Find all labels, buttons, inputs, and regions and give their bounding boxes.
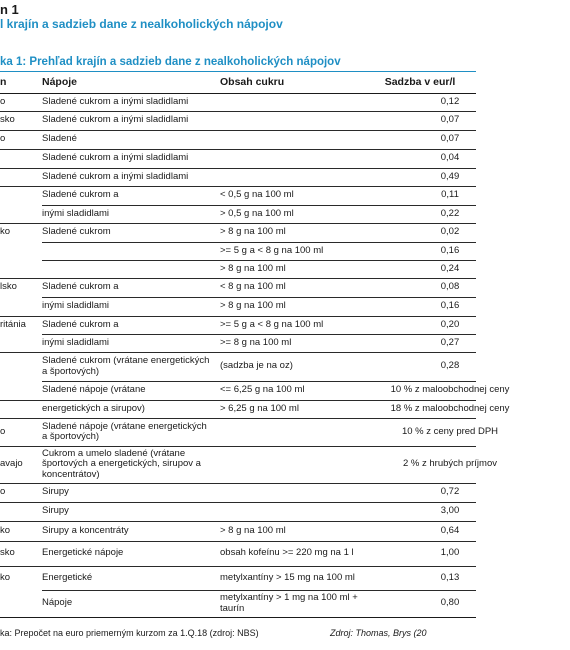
table-row <box>0 418 499 446</box>
row-drink: inými sladidlami <box>42 207 110 219</box>
table-row <box>0 111 476 130</box>
row-country: sko <box>0 547 15 559</box>
row-rate: 0,16 <box>440 300 460 312</box>
section-subtitle: l krajín a sadzieb dane z nealkoholických nápojov <box>0 17 283 31</box>
row-sugar: <= 6,25 g na 100 ml <box>220 384 305 396</box>
row-drink: Sladené <box>42 133 77 145</box>
table-row <box>0 521 476 541</box>
row-country <box>0 334 36 352</box>
row-rate: 1,00 <box>440 547 460 559</box>
row-rate: 0,11 <box>441 189 459 201</box>
row-rate: 3,00 <box>440 505 460 517</box>
row-sugar: >= 5 g a < 8 g na 100 ml <box>220 244 324 256</box>
row-drink: Sirupy <box>42 505 69 517</box>
row-rate: 0,27 <box>440 336 460 348</box>
row-sugar: >= 8 g na 100 ml <box>220 336 292 348</box>
table-row <box>0 168 476 186</box>
row-rate: 0,22 <box>440 207 460 219</box>
table-row <box>0 381 510 400</box>
row-country <box>0 205 36 223</box>
row-drink: inými sladidlami <box>42 300 110 312</box>
row-country: o <box>0 133 6 145</box>
table-row <box>0 260 476 278</box>
row-sugar: obsah kofeínu >= 220 mg na 1 l <box>220 547 354 559</box>
row-country <box>0 242 36 260</box>
row-country: sko <box>0 114 15 126</box>
row-drink: Sladené cukrom a inými sladidlami <box>42 152 189 164</box>
row-rate: 0,12 <box>440 95 460 107</box>
row-sugar: > 8 g na 100 ml <box>220 262 286 274</box>
table-row <box>0 316 476 334</box>
row-rate: 10 % z maloobchodnej ceny <box>390 384 510 396</box>
row-drink: Energetické <box>42 571 93 583</box>
row-sugar: >= 5 g a < 8 g na 100 ml <box>220 318 324 330</box>
row-country <box>0 168 36 186</box>
row-drink: Sladené cukrom <box>42 226 111 238</box>
table-row <box>0 93 476 111</box>
row-country: lsko <box>0 281 17 293</box>
row-rate: 0,02 <box>440 226 460 238</box>
row-rate: 0,04 <box>440 152 460 164</box>
row-country: o <box>0 425 6 437</box>
row-drink: Sladené nápoje (vrátane <box>42 384 146 396</box>
row-sugar: > 6,25 g na 100 ml <box>220 402 299 414</box>
row-drink: Sirupy <box>42 486 69 498</box>
section-number: n 1 <box>0 2 19 17</box>
row-rate: 2 % z hrubých príjmov <box>403 458 497 470</box>
row-drink: Nápoje <box>42 597 73 609</box>
row-drink: Cukrom a umelo sladené (vrátane športových a energetických, sirupov a koncentrátov) <box>42 447 201 480</box>
row-drink: Sladené cukrom (vrátane energetických a športových) <box>42 355 210 377</box>
table-row <box>0 446 497 483</box>
row-rate: 10 % z ceny pred DPH <box>401 425 499 437</box>
row-drink: Sladené cukrom a inými sladidlami <box>42 114 189 126</box>
row-rate: 0,20 <box>440 318 460 330</box>
row-drink: Energetické nápoje <box>42 547 124 559</box>
row-sugar: > 8 g na 100 ml <box>220 524 286 536</box>
row-drink <box>42 242 214 260</box>
table-header-row <box>0 72 476 93</box>
row-drink: Sladené cukrom a <box>42 281 119 293</box>
row-rate: 0,28 <box>440 360 460 372</box>
table-row <box>0 149 476 168</box>
row-country <box>0 149 36 168</box>
table-bottom-rule <box>0 617 476 618</box>
table-row <box>0 186 476 205</box>
table-row <box>0 352 476 381</box>
row-drink: Sladené cukrom a inými sladidlami <box>42 170 189 182</box>
row-country: o <box>0 95 6 107</box>
row-country: ko <box>0 226 11 238</box>
row-country: avajo <box>0 458 23 470</box>
table-row <box>0 278 476 297</box>
row-rate: 0,07 <box>440 133 460 145</box>
row-sugar: > 0,5 g na 100 ml <box>220 207 294 219</box>
row-country: o <box>0 486 6 498</box>
table-row <box>0 297 476 316</box>
row-rate: 0,16 <box>440 244 460 256</box>
row-sugar: > 8 g na 100 ml <box>220 226 286 238</box>
row-sugar: metylxantíny > 15 mg na 100 ml <box>220 571 355 583</box>
row-drink: Sladené nápoje (vrátane energetických a športových) <box>42 420 207 442</box>
row-drink: Sirupy a koncentráty <box>42 524 129 536</box>
row-country <box>0 502 36 521</box>
row-country <box>0 297 36 316</box>
row-sugar: < 8 g na 100 ml <box>220 281 286 293</box>
row-drink: Sladené cukrom a <box>42 189 119 201</box>
row-country <box>0 186 36 205</box>
row-country <box>0 260 36 278</box>
footer-source: Zdroj: Thomas, Brys (20 <box>330 628 427 638</box>
table-row <box>0 242 476 260</box>
table-row <box>0 590 476 617</box>
row-sugar: < 0,5 g na 100 ml <box>220 189 294 201</box>
row-rate: 0,72 <box>440 486 460 498</box>
row-rate: 0,07 <box>440 114 460 126</box>
header-sugar: Obsah cukru <box>220 76 285 89</box>
footer-note: ka: Prepočet na euro priemerným kurzom za 1.Q.18 (zdroj: NBS) <box>0 628 259 638</box>
row-rate: 0,13 <box>440 571 460 583</box>
table-row <box>0 566 476 590</box>
row-rate: 18 % z maloobchodnej ceny <box>390 402 510 414</box>
row-rate: 0,49 <box>440 170 460 182</box>
header-rate: Sadzba v eur/l <box>384 76 456 89</box>
row-rate: 0,08 <box>440 281 460 293</box>
row-country <box>0 400 36 418</box>
header-country: n <box>0 76 7 89</box>
row-drink: inými sladidlami <box>42 336 110 348</box>
table-row <box>0 334 476 352</box>
row-sugar: > 8 g na 100 ml <box>220 300 286 312</box>
table-row <box>0 130 476 149</box>
row-country: ritánia <box>0 318 26 330</box>
row-country: ko <box>0 524 11 536</box>
row-drink: energetických a sirupov) <box>42 402 145 414</box>
row-country <box>0 352 36 381</box>
table-row <box>0 483 476 502</box>
table-row <box>0 502 476 521</box>
row-country: ko <box>0 571 11 583</box>
table-row <box>0 223 476 242</box>
row-sugar: metylxantíny > 1 mg na 100 ml + taurín <box>220 592 358 614</box>
row-sugar: (sadzba je na oz) <box>220 360 293 372</box>
row-drink <box>42 260 214 278</box>
row-drink: Sladené cukrom a inými sladidlami <box>42 95 189 107</box>
table-row <box>0 205 476 223</box>
table-row <box>0 400 510 418</box>
table-row <box>0 541 476 566</box>
row-drink: Sladené cukrom a <box>42 318 119 330</box>
table-caption: ka 1: Prehľad krajín a sadzieb dane z nealkoholických nápojov <box>0 56 341 68</box>
row-rate: 0,80 <box>440 597 460 609</box>
row-rate: 0,24 <box>440 262 460 274</box>
header-drink: Nápoje <box>42 76 78 89</box>
row-country <box>0 381 36 400</box>
row-country <box>0 590 36 617</box>
row-rate: 0,64 <box>440 524 460 536</box>
